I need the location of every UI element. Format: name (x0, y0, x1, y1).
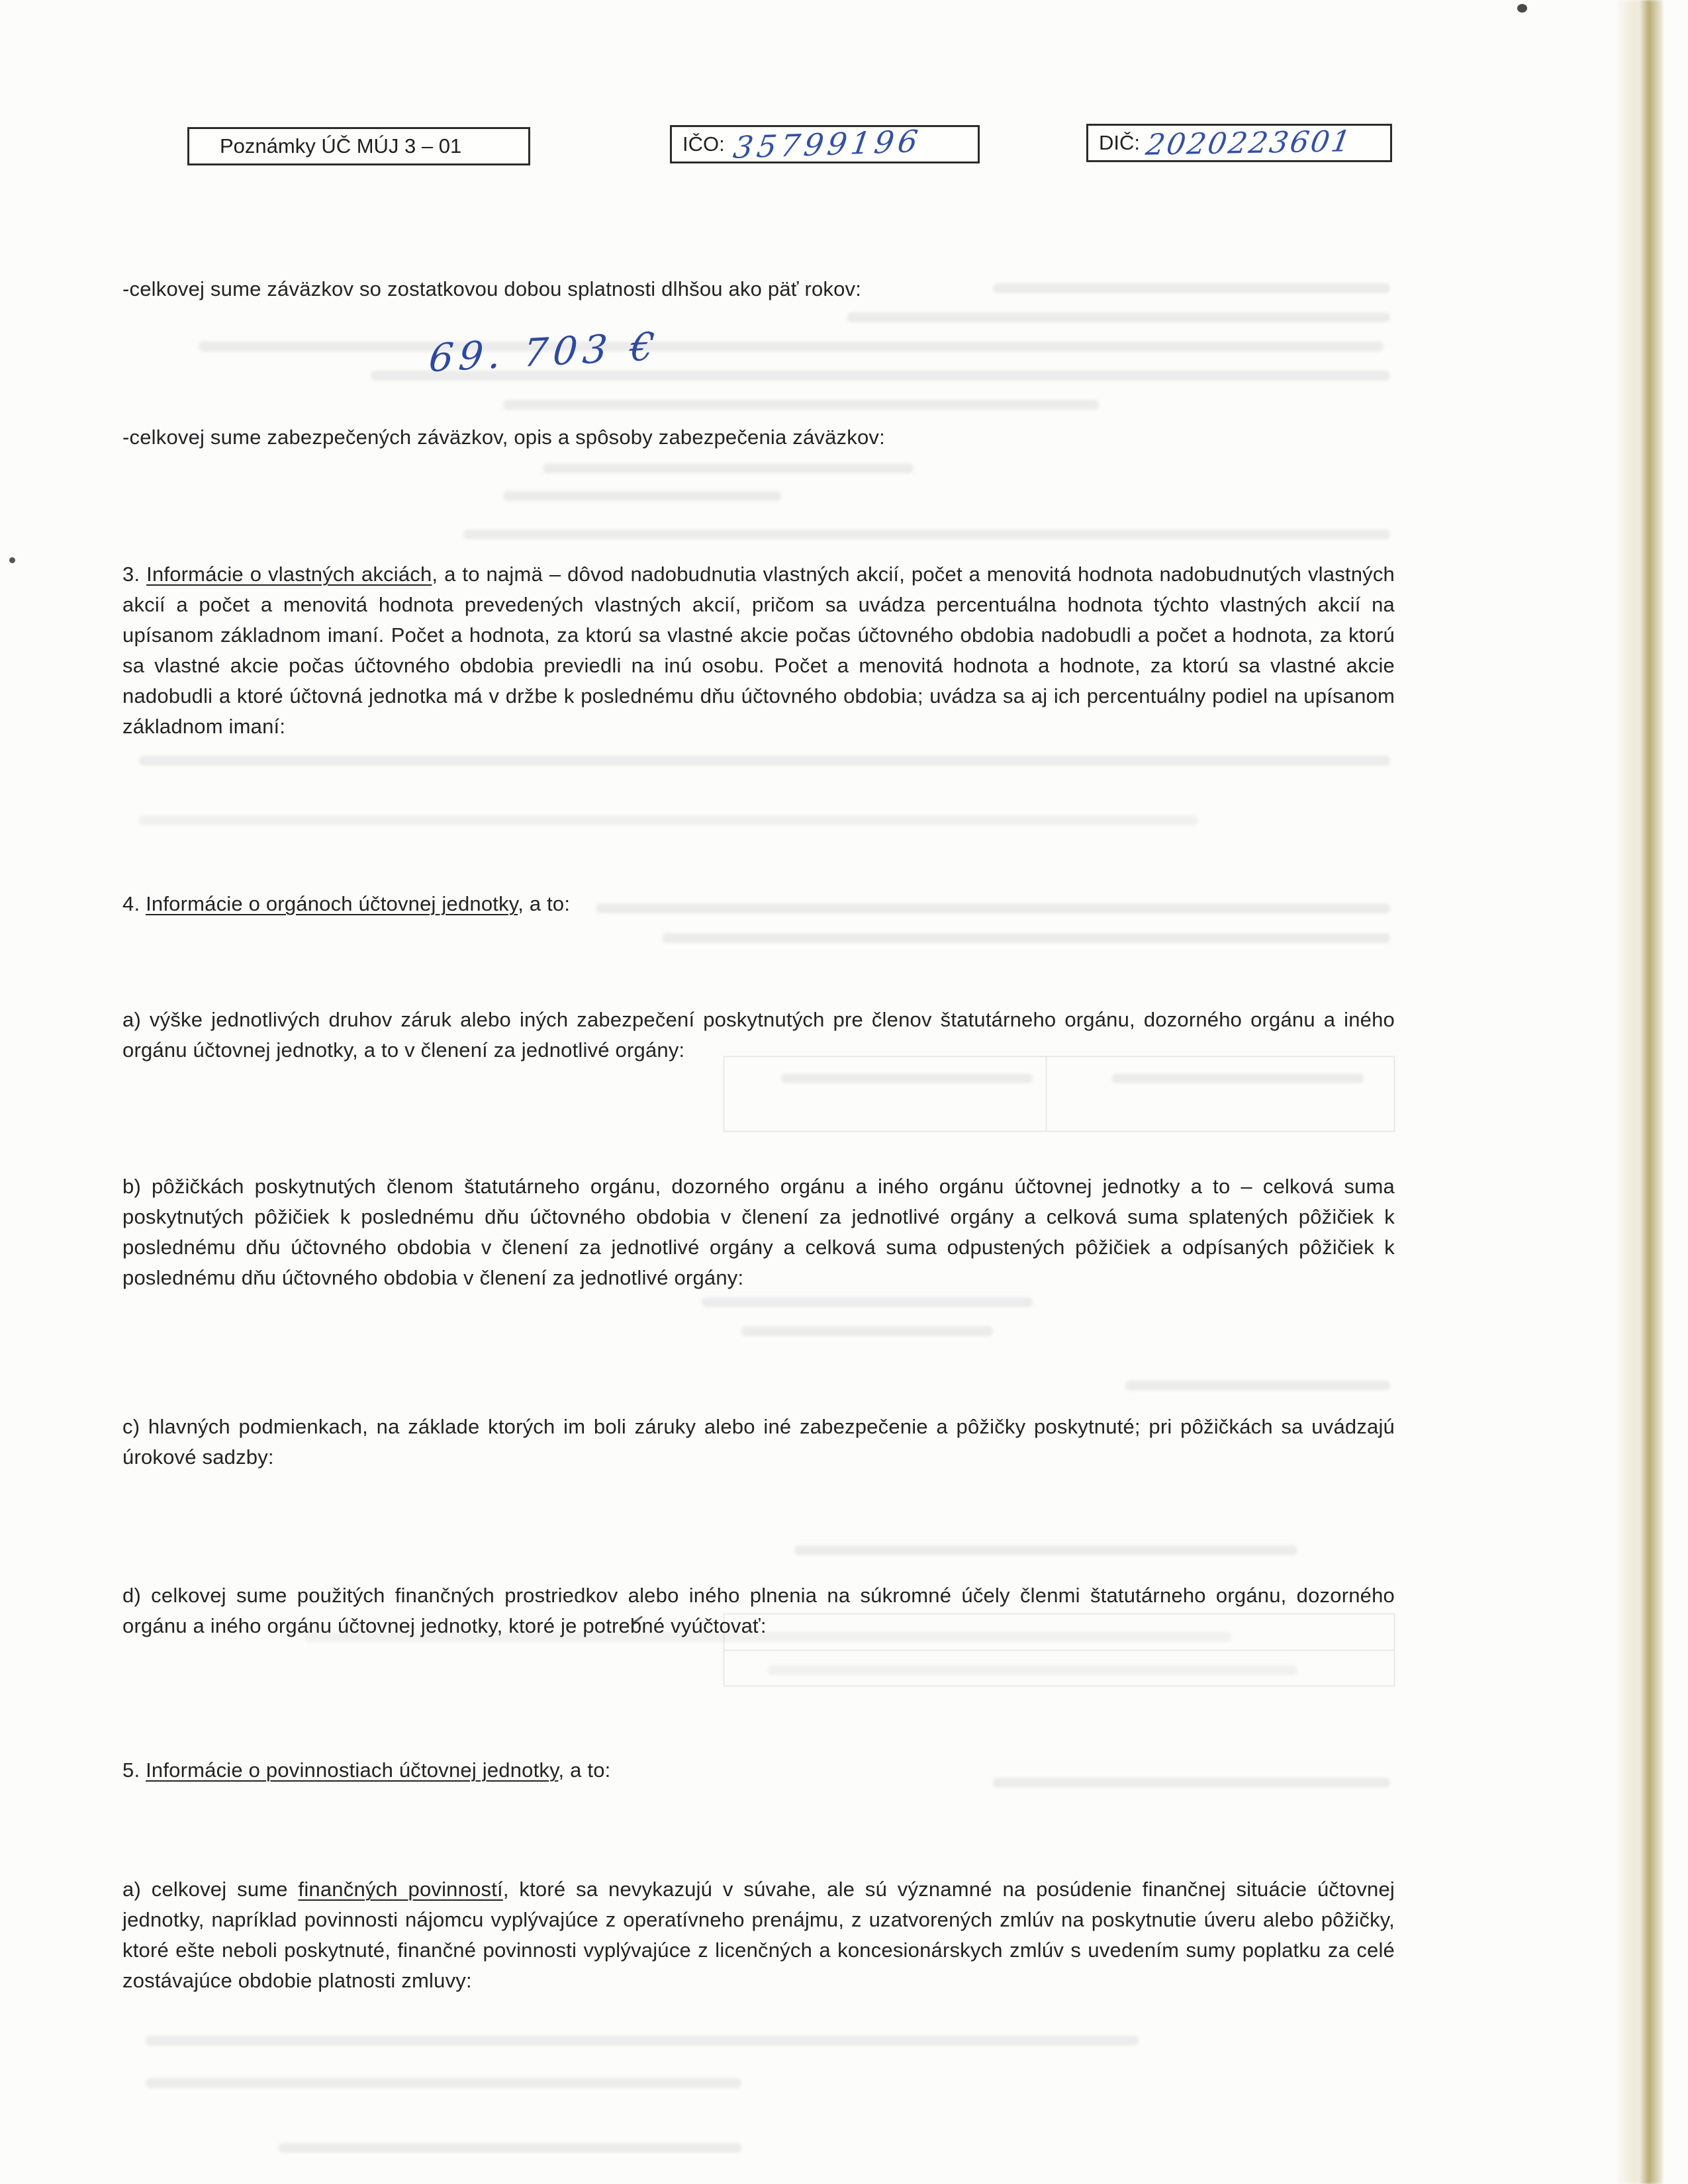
bleedthrough-smudge (146, 2078, 741, 2088)
bleedthrough-table (724, 1056, 1395, 1132)
bleedthrough-smudge (278, 2143, 741, 2153)
bleedthrough-smudge (847, 312, 1390, 322)
section-5-number: 5. (122, 1758, 146, 1782)
handwritten-amount: 69. 703 € (427, 323, 662, 381)
section-4-number: 4. (122, 892, 146, 915)
bleedthrough-smudge (702, 1297, 1033, 1307)
section-4-title: Informácie o orgánoch účtovnej jednotky (146, 892, 518, 915)
dic-box (1086, 124, 1392, 162)
bleedthrough-smudge (503, 491, 781, 501)
ico-label: IČO: (682, 132, 725, 156)
section-3-number: 3. (122, 563, 147, 586)
section-5-suffix: , a to: (558, 1758, 611, 1782)
section-5-item-a (122, 1874, 1395, 1996)
section-5-item-a-text: , ktoré sa nevykazujú v súvahe, ale sú významné na posúdenie finančnej situácie účtovnej jednotky, napríklad povinnosti nájomcu vyplývajúce z operatívneho prenájmu, z uzatvorených zmlúv na poskytnutie úveru alebo pôžičky, ktoré ešte neboli poskytnuté, finančné povinnosti vyplývajúce z licenčných a koncesionárskych zmlúv s uvedením sumy poplatku za celé zostávajúce obdobie platnosti zmluvy: (122, 1878, 1395, 1992)
section-5-heading (122, 1755, 1395, 1786)
bleedthrough-smudge (199, 341, 1383, 351)
section-4-suffix: , a to: (518, 892, 571, 915)
bleedthrough-smudge (741, 1326, 993, 1336)
dic-label: DIČ: (1099, 131, 1140, 154)
bleedthrough-smudge (794, 1545, 1297, 1555)
scan-dot-artifact (1517, 4, 1527, 13)
bleedthrough-smudge (146, 2036, 1139, 2046)
section-3-paragraph (122, 559, 1395, 742)
scan-edge-strip (1638, 0, 1663, 2184)
dic-handwritten-value: 2020223601 (1143, 124, 1355, 162)
bleedthrough-smudge (1125, 1381, 1390, 1390)
note-liabilities-over-5-years: -celkovej sume záväzkov so zostatkovou dobou splatnosti dlhšou ako päť rokov: (122, 277, 862, 300)
section-4-item-c: c) hlavných podmienkach, na základe ktorých im boli záruky alebo iné zabezpečenie a pôžičky poskytnuté; pri pôžičkách sa uvádzajú úrokové sadzby: (122, 1415, 1395, 1469)
note-secured-liabilities: -celkovej sume zabezpečených záväzkov, opis a spôsoby zabezpečenia záväzkov: (122, 426, 885, 449)
bleedthrough-smudge (463, 529, 1390, 539)
bleedthrough-smudge (662, 933, 1390, 943)
bleedthrough-smudge (139, 815, 1198, 825)
section-4-item-d: d) celkovej sume použitých finančných prostriedkov alebo iného plnenia na súkromné účely členmi štatutárneho orgánu, dozorného orgánu a iného orgánu účtovnej jednotky, ktoré je potrebné vyúčtovať: (122, 1584, 1395, 1637)
form-title: Poznámky ÚČ MÚJ 3 – 01 (220, 134, 462, 158)
bleedthrough-smudge (139, 756, 1390, 766)
section-4-heading (122, 889, 1395, 919)
section-5-title: Informácie o povinnostiach účtovnej jednotky (146, 1758, 559, 1782)
ico-handwritten-value: 35799196 (731, 123, 924, 165)
scan-speck (9, 557, 15, 563)
section-5-item-a-prefix: a) celkovej sume (122, 1878, 299, 1901)
section-4-item-b: b) pôžičkách poskytnutých členom štatutárneho orgánu, dozorného orgánu a iného orgánu účtovnej jednotky a to – celková suma poskytnutých pôžičiek k poslednému dňu účtovného obdobia v členení za jednotlivé orgány a celková suma splatených pôžičiek k poslednému dňu účtovného obdobia v členení za jednotlivé orgány a celková suma odpustených pôžičiek a odpísaných pôžičiek k poslednému dňu účtovného obdobia v členení za jednotlivé orgány: (122, 1175, 1395, 1289)
bleedthrough-smudge (503, 400, 1099, 410)
scan-edge-shadow (1615, 0, 1638, 2184)
section-3-title: Informácie o vlastných akciách (146, 563, 432, 586)
bleedthrough-smudge (543, 463, 914, 473)
section-4-item-a: a) výške jednotlivých druhov záruk alebo iných zabezpečení poskytnutých pre členov štatutárneho orgánu, dozorného orgánu a iného orgánu účtovnej jednotky, a to v členení za jednotlivé orgány: (122, 1008, 1395, 1062)
section-5-item-a-underlined: finančných povinností (298, 1878, 503, 1901)
section-3-text: , a to najmä – dôvod nadobudnutia vlastných akcií, počet a menovitá hodnota nadobudnutých vlastných akcií a počet a menovitá hodnota prevedených vlastných akcií, pričom sa uvádza percentuálna hodnota týchto vlastných akcií na upísanom základnom imaní. Počet a hodnota, za ktorú sa vlastné akcie počas účtovného obdobia nadobudli a počet a hodnota, za ktorú sa vlastné akcie počas účtovného obdobia previedli na inú osobu. Počet a menovitá hodnota a hodnote, za ktorú sa vlastné akcie nadobudli a ktoré účtovná jednotka má v držbe k poslednému dňu účtovného obdobia; uvádza sa aj ich percentuálny podiel na upísanom základnom imaní: (122, 563, 1395, 738)
form-title-box (187, 127, 530, 165)
ico-box (670, 125, 980, 163)
